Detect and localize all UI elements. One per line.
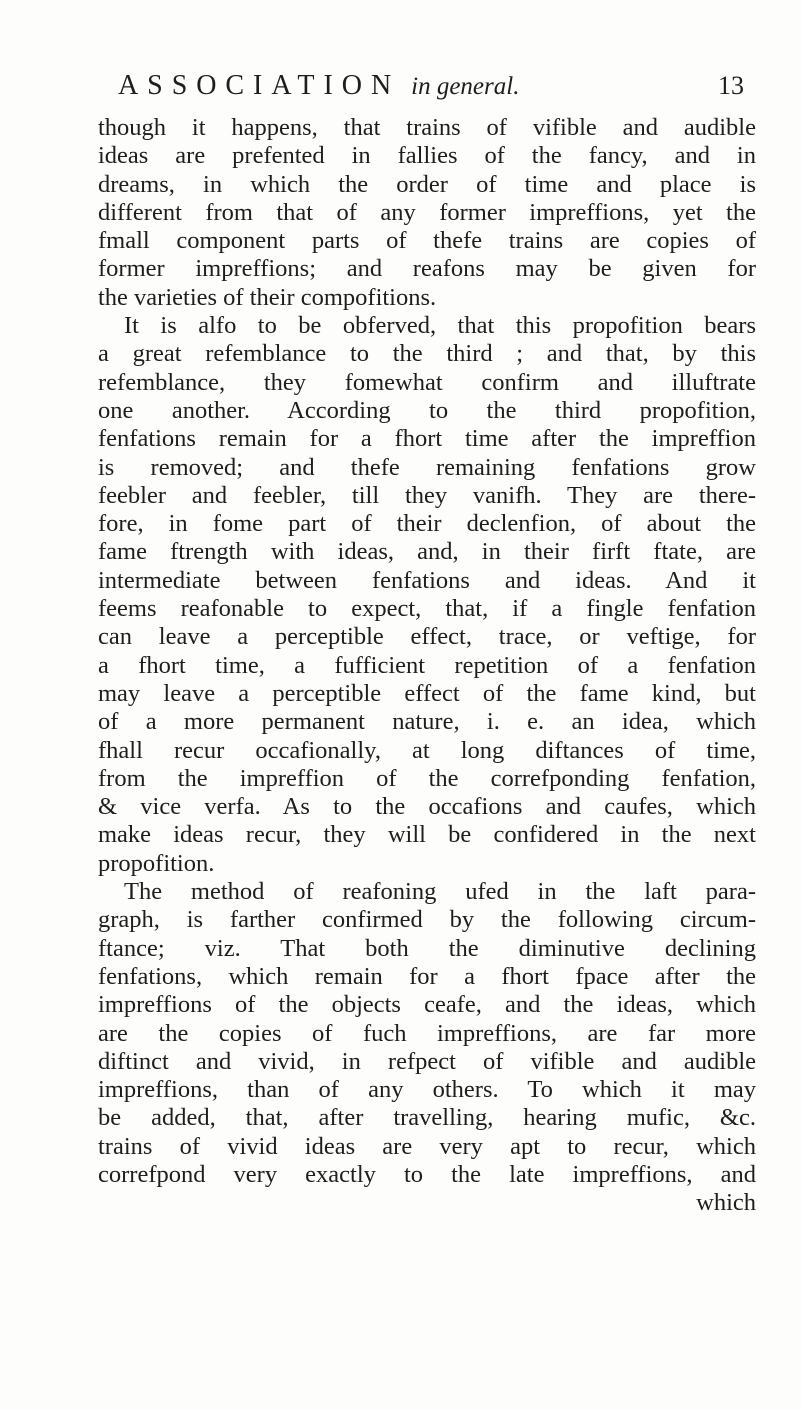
text-line: is removed; and thefe remaining fenfations grow <box>98 453 756 481</box>
text-line: feebler and feebler, till they vanifh. They are there- <box>98 481 756 509</box>
text-line: the varieties of their compofitions. <box>98 283 437 311</box>
text-line: can leave a perceptible effect, trace, or veftige, for <box>98 623 756 651</box>
text-line: though it happens, that trains of vifible and audible <box>98 114 756 141</box>
text-line: ftance; viz. That both the diminutive declining <box>98 934 756 962</box>
text-line: fame ftrength with ideas, and, in their firft ftate, are <box>98 538 756 566</box>
text-line: be added, that, after travelling, hearing mufic, &c. <box>98 1104 756 1132</box>
text-line: The method of reafoning ufed in the laft para- <box>124 878 756 906</box>
text-line: correfpond very exactly to the late impreffions, and <box>98 1160 756 1188</box>
page-number: 13 <box>718 71 744 100</box>
text-line: refemblance, they fomewhat confirm and illuftrate <box>98 368 756 396</box>
text-line: former impreffions; and reafons may be given for <box>98 255 756 283</box>
text-line: dreams, in which the order of time and place is <box>98 170 756 198</box>
text-line: may leave a perceptible effect of the fame kind, but <box>98 679 756 707</box>
text-line: impreffions of the objects ceafe, and the ideas, which <box>98 991 756 1019</box>
text-line: a great refemblance to the third ; and that, by this <box>98 340 756 368</box>
text-line: feems reafonable to expect, that, if a fingle fenfation <box>98 595 756 623</box>
text-line: from the impreffion of the correfponding fenfation, <box>98 764 756 792</box>
text-line: a fhort time, a fufficient repetition of a fenfation <box>98 651 756 679</box>
text-line: impreffions, than of any others. To which it may <box>98 1076 756 1104</box>
running-head-title: ASSOCIATION <box>118 70 401 101</box>
text-line: diftinct and vivid, in refpect of vifible and audible <box>98 1047 756 1075</box>
text-line: & vice verfa. As to the occafions and caufes, which <box>98 793 756 821</box>
catchword: which <box>696 1189 756 1217</box>
text-line: ideas are prefented in fallies of the fancy, and in <box>98 142 756 170</box>
text-line: fenfations, which remain for a fhort fpace after the <box>98 962 756 990</box>
text-line: propofition. <box>98 849 215 877</box>
text-line: different from that of any former impreffions, yet the <box>98 198 756 226</box>
running-head-subtitle: in general. <box>411 73 520 100</box>
text-line: fmall component parts of thefe trains are copies of <box>98 227 756 255</box>
text-line: are the copies of fuch impreffions, are far more <box>98 1019 756 1047</box>
text-line: trains of vivid ideas are very apt to recur, which <box>98 1132 756 1160</box>
body-text <box>98 114 756 1218</box>
text-line: fenfations remain for a fhort time after the impreffion <box>98 425 756 453</box>
text-line: fore, in fome part of their declenfion, of about the <box>98 510 756 538</box>
text-line: graph, is farther confirmed by the following circum- <box>98 906 756 934</box>
text-line: of a more permanent nature, i. e. an idea, which <box>98 708 756 736</box>
text-line: fhall recur occafionally, at long diftances of time, <box>98 736 756 764</box>
text-line: make ideas recur, they will be confidered in the next <box>98 821 756 849</box>
text-line: It is alfo to be obferved, that this propofition bears <box>124 312 756 340</box>
text-line: one another. According to the third propofition, <box>98 396 756 424</box>
text-line: intermediate between fenfations and ideas. And it <box>98 566 756 594</box>
running-head <box>118 66 744 106</box>
